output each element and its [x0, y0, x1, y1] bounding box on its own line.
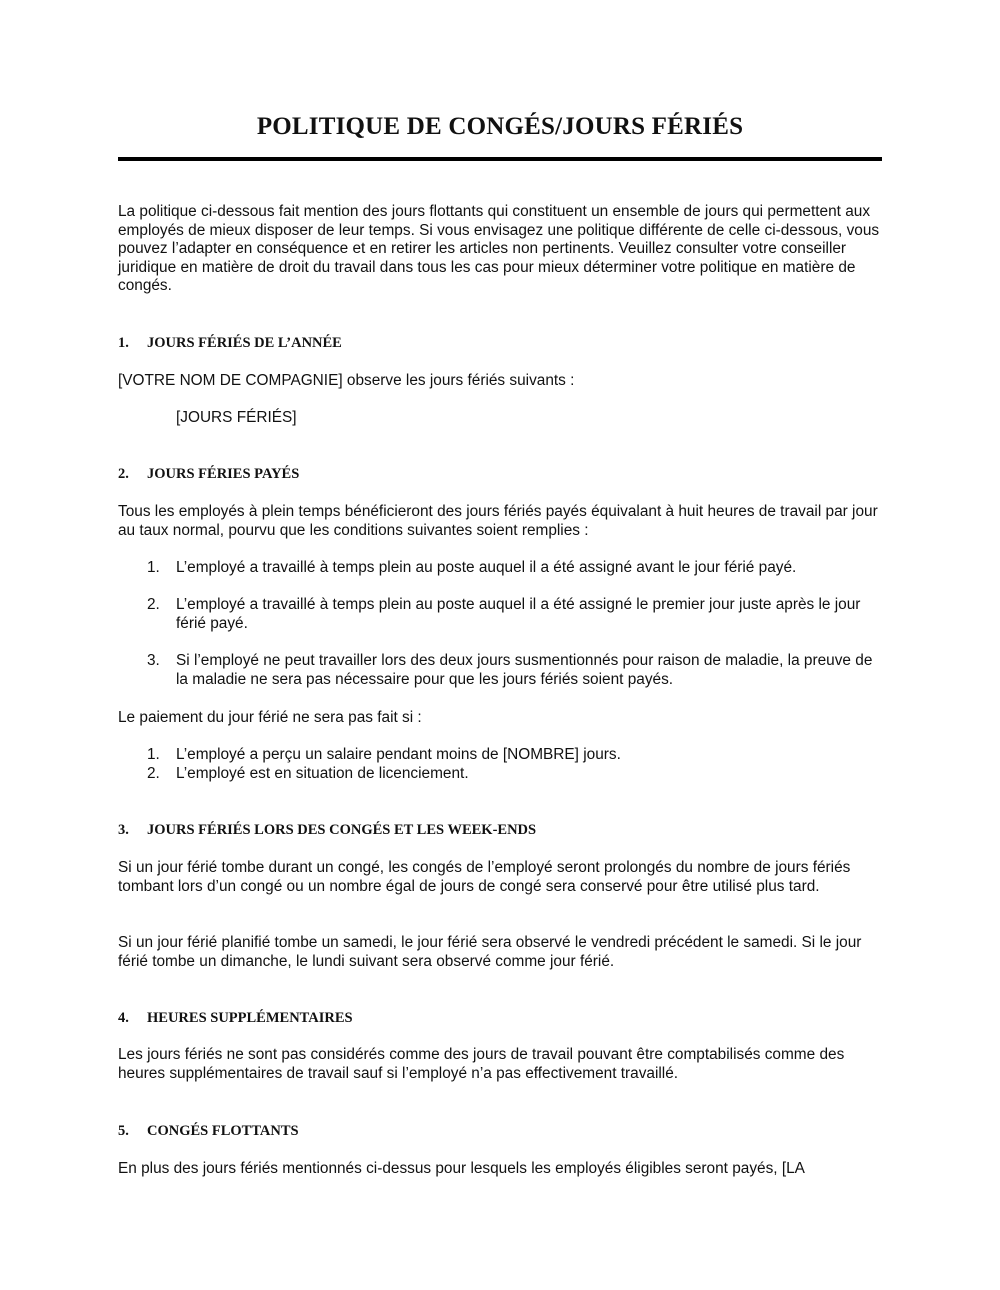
- section-5-heading: [118, 1123, 882, 1140]
- section-2-number: 2.: [118, 466, 129, 482]
- section-1-title: JOURS FÉRIÉS DE L’ANNÉE: [147, 335, 342, 351]
- holidays-placeholder: [JOURS FÉRIÉS]: [176, 409, 297, 426]
- exclusion-item: [147, 765, 882, 784]
- section-1-paragraph: [VOTRE NOM DE COMPAGNIE] observe les jours fériés suivants :: [118, 372, 575, 389]
- condition-item: [147, 559, 882, 578]
- document-title: POLITIQUE DE CONGÉS/JOURS FÉRIÉS: [256, 113, 744, 140]
- section-5-paragraph: En plus des jours fériés mentionnés ci-dessus pour lesquels les employés éligibles seront payés, [LA: [118, 1160, 805, 1177]
- condition-item: [147, 652, 882, 689]
- condition-text: L’employé a travaillé à temps plein au poste auquel il a été assigné le premier jour juste après le jour férié payé.: [176, 596, 861, 632]
- section-4-number: 4.: [118, 1010, 129, 1026]
- exclusion-text: L’employé est en situation de licenciement.: [176, 765, 469, 782]
- exclusion-number: 1.: [147, 746, 160, 763]
- section-4-paragraph: Les jours fériés ne sont pas considérés comme des jours de travail pouvant être comptabilisés comme des heures supplémentaires de travail sauf si l’employé n’a pas effectivement travaillé.: [118, 1046, 845, 1082]
- section-5-title: CONGÉS FLOTTANTS: [147, 1123, 299, 1139]
- section-3-paragraph-2: Si un jour férié planifié tombe un samedi, le jour férié sera observé le vendredi précédent le samedi. Si le jour férié tombe un dimanche, le lundi suivant sera observé comme jour férié.: [118, 934, 862, 970]
- section-3-heading: [118, 822, 882, 839]
- title-divider: [118, 157, 882, 161]
- section-2-title: JOURS FÉRIES PAYÉS: [147, 466, 300, 482]
- section-3-paragraph: Si un jour férié tombe durant un congé, les congés de l’employé seront prolongés du nombre de jours fériés tombant lors d’un congé ou un nombre égal de jours de congé sera conservé pour être utilisé plus tard.: [118, 859, 851, 895]
- condition-text: Si l’employé ne peut travailler lors des deux jours susmentionnés pour raison de maladie, la preuve de la maladie ne sera pas nécessaire pour que les jours fériés soient payés.: [176, 652, 873, 688]
- section-4-title: HEURES SUPPLÉMENTAIRES: [147, 1010, 353, 1026]
- exclusion-text: L’employé a perçu un salaire pendant moins de [NOMBRE] jours.: [176, 746, 621, 763]
- condition-number: 3.: [147, 652, 160, 669]
- condition-item: [147, 596, 882, 633]
- section-3-title: JOURS FÉRIÉS LORS DES CONGÉS ET LES WEEK-ENDS: [147, 822, 537, 838]
- section-2-paragraph: Tous les employés à plein temps bénéficieront des jours fériés payés équivalant à huit heures de travail par jour au taux normal, pourvu que les conditions suivantes soient remplies :: [118, 503, 878, 539]
- section-5-number: 5.: [118, 1123, 129, 1139]
- exclusion-item: [147, 746, 882, 765]
- condition-number: 1.: [147, 559, 160, 576]
- section-1-heading: [118, 335, 882, 352]
- intro-paragraph: La politique ci-dessous fait mention des jours flottants qui constituent un ensemble de jours qui permettent aux employés de mieux disposer de leur temps. Si vous envisagez une politique différente de celle ci-dessous, vous pouvez l’adapter en conséquence et en retirer les articles non pertinents. Veuillez consulter votre conseiller juridique en matière de droit du travail dans tous les cas pour mieux déterminer votre politique en matière de congés.: [118, 203, 880, 294]
- section-4-heading: [118, 1010, 882, 1027]
- exclusion-intro: Le paiement du jour férié ne sera pas fait si :: [118, 709, 422, 726]
- condition-number: 2.: [147, 596, 160, 613]
- condition-text: L’employé a travaillé à temps plein au poste auquel il a été assigné avant le jour férié payé.: [176, 559, 797, 576]
- section-2-heading: [118, 466, 882, 483]
- section-1-number: 1.: [118, 335, 129, 351]
- exclusion-number: 2.: [147, 765, 160, 782]
- section-3-number: 3.: [118, 822, 129, 838]
